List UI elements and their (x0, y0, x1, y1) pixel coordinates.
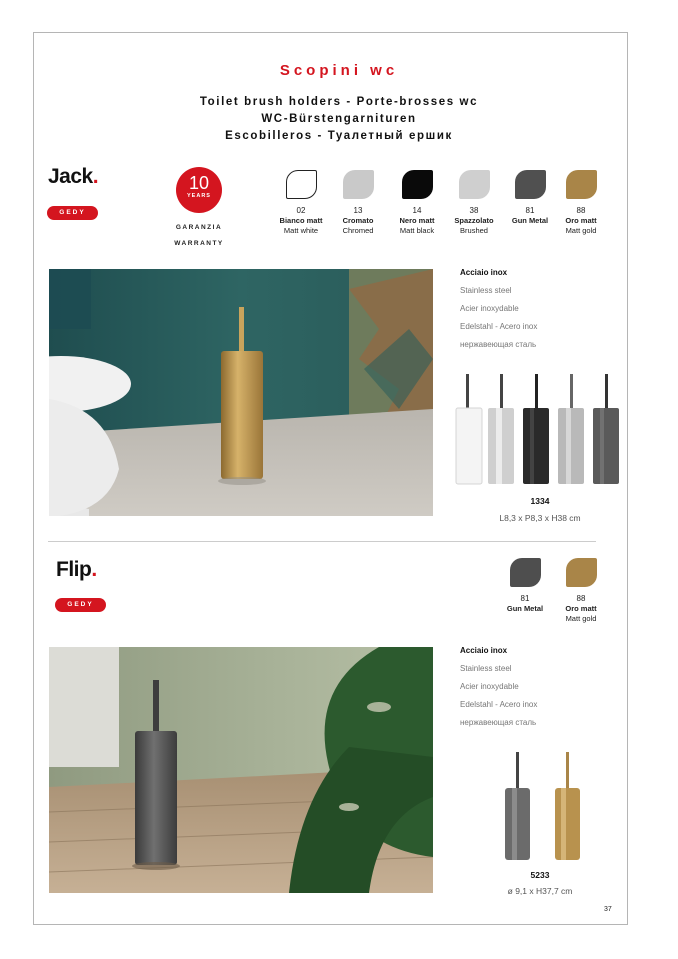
material-fr: Acier inoxydable (460, 682, 519, 691)
jack-material-list (460, 264, 610, 354)
jack-brand-name: Jack (48, 165, 93, 188)
variant-chrome (488, 374, 514, 484)
finish-name: Bianco matt (279, 216, 323, 225)
finish-label-88 (551, 594, 611, 624)
finish-label-02 (271, 206, 331, 236)
material-de-es: Edelstahl - Acero inox (460, 700, 538, 709)
finish-label-81 (495, 594, 555, 614)
finish-code: 14 (412, 206, 422, 215)
finish-code: 81 (525, 206, 535, 215)
finish-swatch-13 (343, 170, 374, 199)
finish-name: Gun Metal (506, 604, 544, 613)
finish-swatch-81 (515, 170, 546, 199)
finish-name: Nero matt (399, 216, 435, 225)
finish-name: Oro matt (565, 216, 597, 225)
variant-gold (555, 752, 580, 860)
jack-dimensions: L8,3 x P8,3 x H38 cm (499, 513, 581, 523)
flip-brand-dot: . (91, 558, 97, 581)
subtitle-line-3: Escobilleros - Туалетный ершик (225, 130, 453, 142)
flip-gedy-logo: GEDY (55, 598, 106, 612)
finish-translation: Matt gold (565, 614, 597, 623)
jack-gedy-logo: GEDY (47, 206, 98, 220)
finish-name: Gun Metal (511, 216, 549, 225)
flip-dimensions: ø 9,1 x H37,7 cm (507, 886, 573, 896)
finish-code: 88 (576, 206, 586, 215)
finish-swatch-81 (510, 558, 541, 587)
finish-name: Spazzolato (454, 216, 494, 225)
material-de-es: Edelstahl - Acero inox (460, 322, 538, 331)
finish-name: Cromato (342, 216, 374, 225)
flip-brand-name: Flip (56, 558, 92, 581)
finish-code: 38 (469, 206, 479, 215)
finish-label-14 (387, 206, 447, 236)
finish-swatch-38 (459, 170, 490, 199)
material-heading: Acciaio inox (460, 268, 508, 277)
material-ru: нержавеющая сталь (460, 340, 537, 349)
variant-white (456, 374, 482, 484)
material-fr: Acier inoxydable (460, 304, 519, 313)
flip-product-code: 5233 (530, 870, 550, 880)
variant-gunmetal (593, 374, 619, 484)
flip-brand (56, 558, 97, 582)
finish-label-13 (328, 206, 388, 236)
flip-material-list (460, 642, 610, 732)
material-en: Stainless steel (460, 664, 512, 673)
finish-name: Oro matt (565, 604, 597, 613)
page-title: Scopini wc (279, 62, 399, 79)
finish-label-38 (444, 206, 504, 236)
warranty-years-unit: YEARS (187, 193, 211, 199)
material-en: Stainless steel (460, 286, 512, 295)
finish-translation: Matt gold (565, 226, 597, 235)
warranty-label-en: WARRANTY (174, 240, 224, 247)
finish-label-88 (551, 206, 611, 236)
finish-translation: Brushed (460, 226, 488, 235)
finish-translation: Chromed (342, 226, 374, 235)
finish-code: 02 (296, 206, 306, 215)
section-divider (48, 541, 596, 542)
variant-black (523, 374, 549, 484)
subtitle-line-2: WC-Bürstengarnituren (261, 113, 417, 125)
finish-swatch-88 (566, 170, 597, 199)
variant-gunmetal (505, 752, 530, 860)
jack-product-code: 1334 (530, 496, 550, 506)
finish-code: 13 (353, 206, 363, 215)
jack-brand-dot: . (92, 165, 99, 188)
flip-lifestyle-photo (49, 647, 433, 893)
jack-product-variants (450, 370, 626, 490)
material-heading: Acciaio inox (460, 646, 508, 655)
finish-swatch-14 (402, 170, 433, 199)
warranty-label-it: GARANZIA (175, 224, 223, 231)
page-number: 37 (604, 906, 612, 913)
finish-code: 88 (576, 594, 586, 603)
finish-translation: Matt white (283, 226, 319, 235)
jack-lifestyle-photo (49, 269, 433, 516)
finish-translation: Matt black (399, 226, 435, 235)
finish-swatch-02 (286, 170, 317, 199)
finish-swatch-88 (566, 558, 597, 587)
subtitle-line-1: Toilet brush holders - Porte-brosses wc (199, 96, 479, 108)
flip-product-variants (495, 748, 585, 863)
jack-brand (48, 165, 98, 189)
finish-code: 81 (520, 594, 530, 603)
warranty-years-number: 10 (188, 173, 210, 193)
material-ru: нержавеющая сталь (460, 718, 537, 727)
warranty-badge (176, 167, 222, 213)
variant-brushed (558, 374, 584, 484)
